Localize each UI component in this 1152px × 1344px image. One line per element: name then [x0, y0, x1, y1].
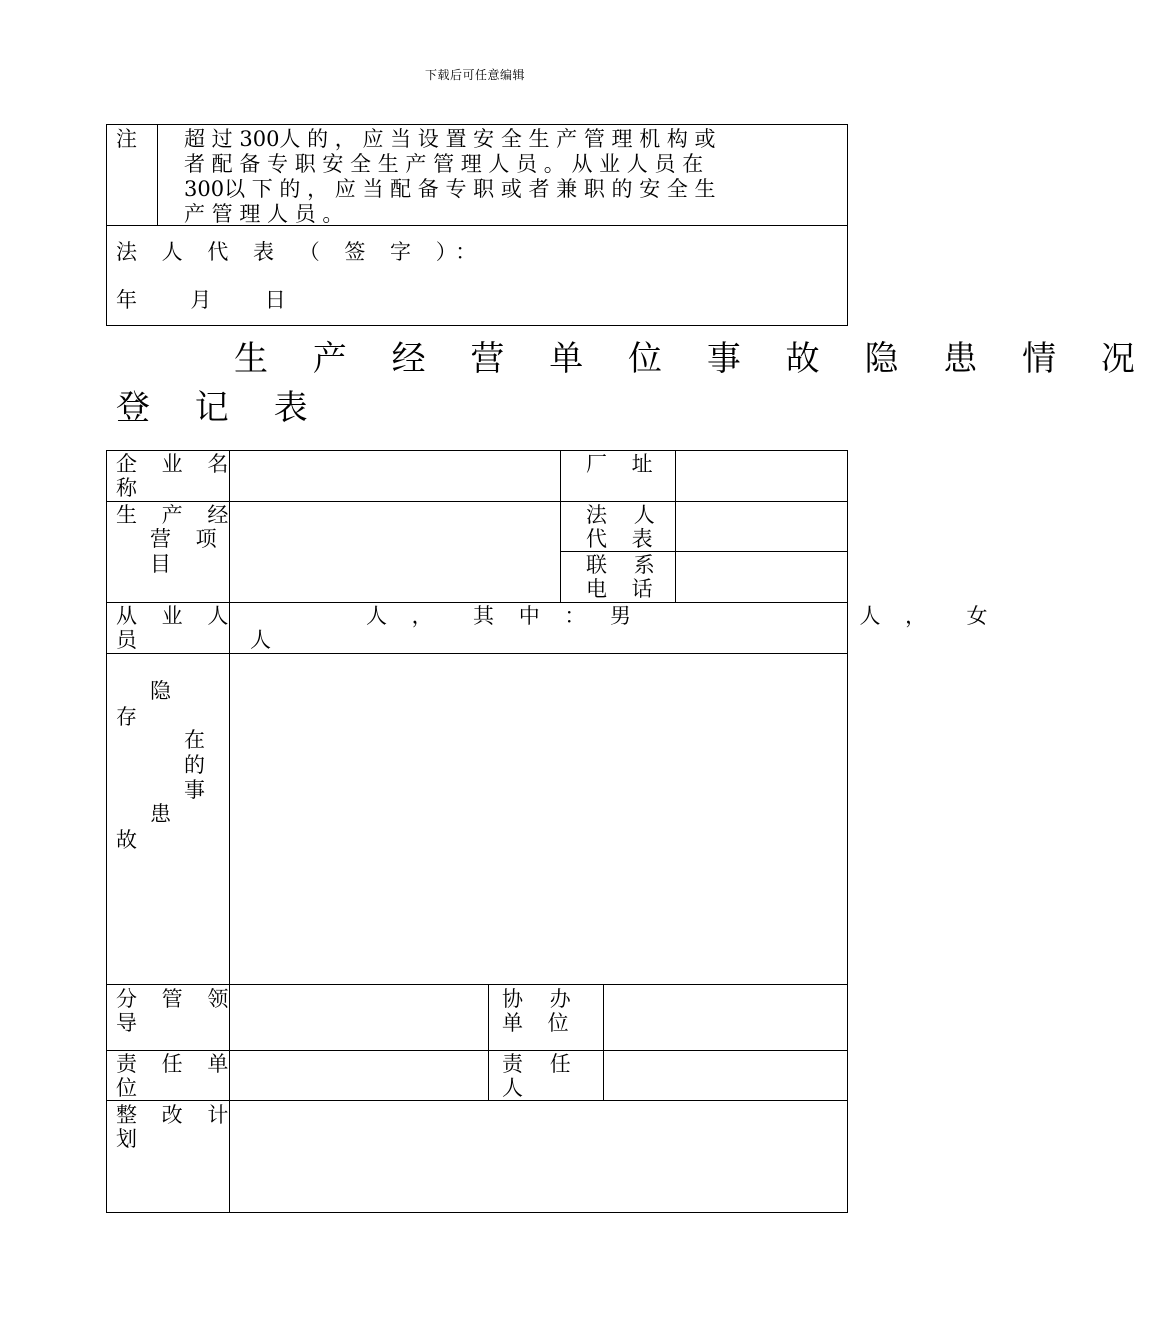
label-column-line — [229, 450, 230, 1213]
supervisor-label-2: 导 — [116, 1011, 137, 1035]
coop-unit-label-2: 单 位 — [502, 1011, 578, 1035]
resp-unit-label-2: 位 — [116, 1076, 137, 1100]
row-line — [106, 653, 848, 654]
employees-label: 从 业 人 — [116, 604, 238, 628]
supervisor-label: 分 管 领 — [116, 987, 238, 1011]
row-line — [106, 984, 848, 985]
hazard-label-char: 存 — [116, 705, 137, 729]
employees-value: 人 ， 其 中 ： 男 人 ， 女 — [366, 604, 997, 628]
hazard-label-char: 事 — [184, 778, 205, 802]
form-title-line-2: 登 记 表 — [116, 388, 325, 428]
row-line — [106, 1100, 848, 1101]
company-name-label-2: 称 — [116, 476, 137, 500]
employees-label-2: 员 — [116, 628, 137, 652]
row-line — [106, 501, 848, 502]
employees-value-2: 人 — [250, 628, 271, 652]
column-line — [675, 450, 676, 602]
rectification-plan-label-2: 划 — [116, 1127, 137, 1151]
factory-address-label: 厂 址 — [586, 452, 662, 476]
hazard-label-char: 隐 — [150, 679, 171, 703]
legal-rep-label: 法 人 — [586, 503, 655, 527]
page-header: 下载后可任意编辑 — [424, 68, 525, 82]
column-line — [603, 984, 604, 1100]
row-line — [106, 602, 848, 603]
column-line — [488, 984, 489, 1100]
hazard-label-char: 患 — [150, 802, 171, 826]
note-label: 注 — [116, 127, 137, 151]
row-line — [106, 1050, 848, 1051]
legal-rep-label-2: 代 表 — [586, 527, 662, 551]
note-line-1: 超 过 300人 的 ， 应 当 设 置 安 全 生 产 管 理 机 构 或 — [184, 127, 716, 151]
phone-label-2: 电 话 — [586, 577, 662, 601]
date-line: 年 月 日 — [116, 288, 286, 312]
resp-person-label-2: 人 — [502, 1076, 523, 1100]
legal-rep-signature-label: 法 人 代 表 （ 签 字 ）： — [116, 240, 486, 264]
hazard-label-char: 故 — [116, 828, 137, 852]
resp-unit-label: 责 任 单 — [116, 1052, 238, 1076]
hazard-label-char: 在 — [184, 728, 205, 752]
note-line-2: 者 配 备 专 职 安 全 生 产 管 理 人 员 。 从 业 人 员 在 — [184, 152, 704, 176]
company-name-label: 企 业 名 — [116, 452, 238, 476]
phone-label: 联 系 — [586, 553, 655, 577]
hazard-label-char: 的 — [184, 753, 205, 777]
hazard-register-table — [106, 450, 848, 1213]
note-line-4: 产 管 理 人 员 。 — [184, 202, 344, 226]
business-scope-label-3: 目 — [150, 552, 171, 576]
form-title-line-1: 生 产 经 营 单 位 事 故 隐 患 情 况 — [234, 339, 1152, 379]
resp-person-label: 责 任 — [502, 1052, 571, 1076]
column-line — [560, 450, 561, 602]
note-line-3: 300以 下 的 ， 应 当 配 备 专 职 或 者 兼 职 的 安 全 生 — [184, 177, 716, 201]
note-divider — [157, 124, 158, 225]
rectification-plan-label: 整 改 计 — [116, 1103, 238, 1127]
business-scope-label-2: 营 项 — [150, 527, 226, 551]
coop-unit-label: 协 办 — [502, 987, 571, 1011]
business-scope-label: 生 产 经 — [116, 503, 238, 527]
